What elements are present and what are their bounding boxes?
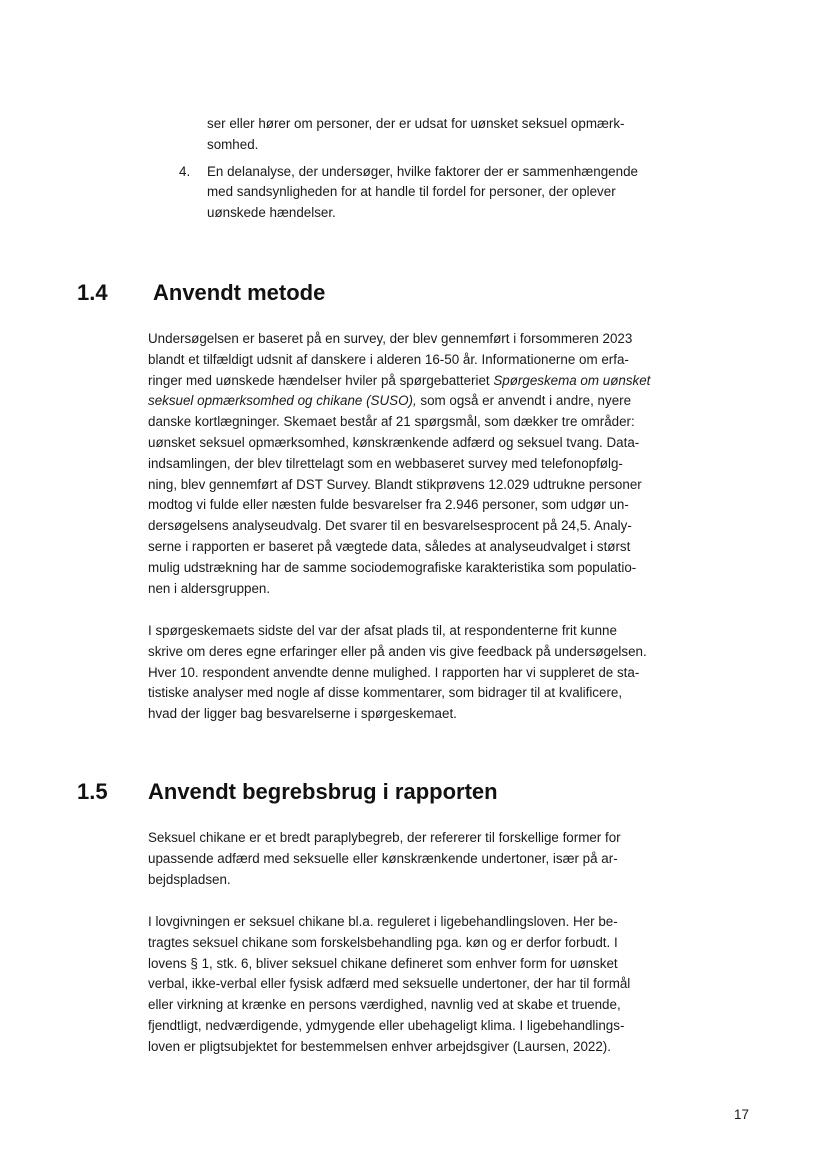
paragraph-line: I lovgivningen er seksuel chikane bl.a. reguleret i ligebehandlingsloven. Her be- (148, 914, 618, 929)
numbered-list (148, 114, 708, 224)
paragraph-line: bejdspladsen. (148, 871, 231, 887)
section-title: Anvendt metode (153, 280, 326, 305)
paragraph (148, 912, 708, 1058)
text-run: som også er anvendt i andre, nyere (416, 393, 632, 409)
section-title: Anvendt begrebsbrug i rapporten (148, 779, 498, 804)
italic-title: seksuel opmærksomhed og chikane (SUSO), (148, 393, 417, 409)
paragraph-line: fjendtligt, nedværdigende, ydmygende eller ubehageligt klima. I ligebehandlings- (148, 1017, 625, 1033)
paragraph-line: upassende adfærd med seksuelle eller kønskrænkende undertoner, især på ar- (148, 850, 618, 866)
section-number: 1.4 (77, 280, 108, 305)
paragraph-line: skrive om deres egne erfaringer eller på anden vis give feedback på undersøgelsen. (148, 643, 647, 659)
paragraph (148, 329, 708, 599)
list-item-line: uønskede hændelser. (207, 205, 336, 221)
list-item-number: 4. (179, 163, 191, 179)
italic-title: Spørgeskema om uønsket (493, 372, 651, 388)
list-item (148, 162, 708, 224)
page-number: 17 (734, 1107, 749, 1122)
paragraph (148, 621, 708, 725)
paragraph-line: dersøgelsens analyseudvalg. Det svarer til en besvarelsesprocent på 24,5. Analy- (148, 518, 632, 534)
paragraph-line: loven er pligtsubjektet for bestemmelsen enhver arbejdsgiver (Laursen, 2022). (148, 1038, 611, 1054)
list-item (148, 114, 708, 156)
paragraph (148, 828, 708, 890)
paragraph-line (148, 391, 708, 412)
paragraph-line: nen i aldersgruppen. (148, 580, 271, 596)
paragraph-line: blandt et tilfældigt udsnit af danskere i alderen 16-50 år. Informationerne om erfa- (148, 351, 629, 367)
text-run: ringer med uønskede hændelser hviler på spørgebatteriet (148, 372, 494, 388)
paragraph-line: Undersøgelsen er baseret på en survey, der blev gennemført i forsommeren 2023 (148, 331, 633, 346)
paragraph-line: modtog vi fulde eller næsten fulde besvarelser fra 2.946 personer, som udgør un- (148, 497, 629, 513)
list-item-line: med sandsynligheden for at handle til fordel for personer, der oplever (207, 184, 616, 200)
list-item-line: somhed. (207, 136, 259, 152)
paragraph-line: verbal, ikke-verbal eller fysisk adfærd med seksuelle undertoner, der har til formål (148, 976, 631, 992)
paragraph-line: danske kortlægninger. Skemaet består af 21 spørgsmål, som dækker tre områder: (148, 414, 635, 430)
section-heading-1-4 (77, 279, 325, 307)
list-item-line: En delanalyse, der undersøger, hvilke faktorer der er sammenhængende (207, 163, 638, 179)
paragraph-line: Hver 10. respondent anvendte denne mulighed. I rapporten har vi suppleret de sta- (148, 664, 640, 680)
paragraph-line: uønsket seksuel opmærksomhed, kønskrænkende adfærd og seksuel tvang. Data- (148, 434, 640, 450)
paragraph-line: mulig udstrækning har de samme sociodemografiske karakteristika som populatio- (148, 559, 637, 575)
paragraph-line: indsamlingen, der blev tilrettelagt som en webbaseret survey med telefonopfølg- (148, 455, 623, 471)
paragraph-line: lovens § 1, stk. 6, bliver seksuel chikane defineret som enhver form for uønsket (148, 955, 618, 971)
section-heading-1-5 (77, 778, 498, 806)
paragraph-line: ning, blev gennemført af DST Survey. Blandt stikprøvens 12.029 udtrukne personer (148, 476, 642, 492)
paragraph-line: tistiske analyser med nogle af disse kommentarer, som bidrager til at kvalificere, (148, 685, 623, 701)
paragraph-line: Seksuel chikane er et bredt paraplybegreb, der refererer til forskellige former for (148, 830, 621, 845)
paragraph-line: serne i rapporten er baseret på vægtede data, således at analyseudvalget i størst (148, 538, 631, 554)
paragraph-line: I spørgeskemaets sidste del var der afsat plads til, at respondenterne frit kunne (148, 623, 617, 638)
paragraph-line: hvad der ligger bag besvarelserne i spørgeskemaet. (148, 706, 457, 722)
paragraph-line (148, 371, 708, 392)
paragraph-line: tragtes seksuel chikane som forskelsbehandling pga. køn og er derfor forbudt. I (148, 934, 618, 950)
list-item-line: ser eller hører om personer, der er udsat for uønsket seksuel opmærk- (207, 116, 625, 131)
section-number: 1.5 (77, 779, 108, 804)
paragraph-line: eller virkning at krænke en persons værdighed, navnlig ved at skabe et truende, (148, 997, 621, 1013)
